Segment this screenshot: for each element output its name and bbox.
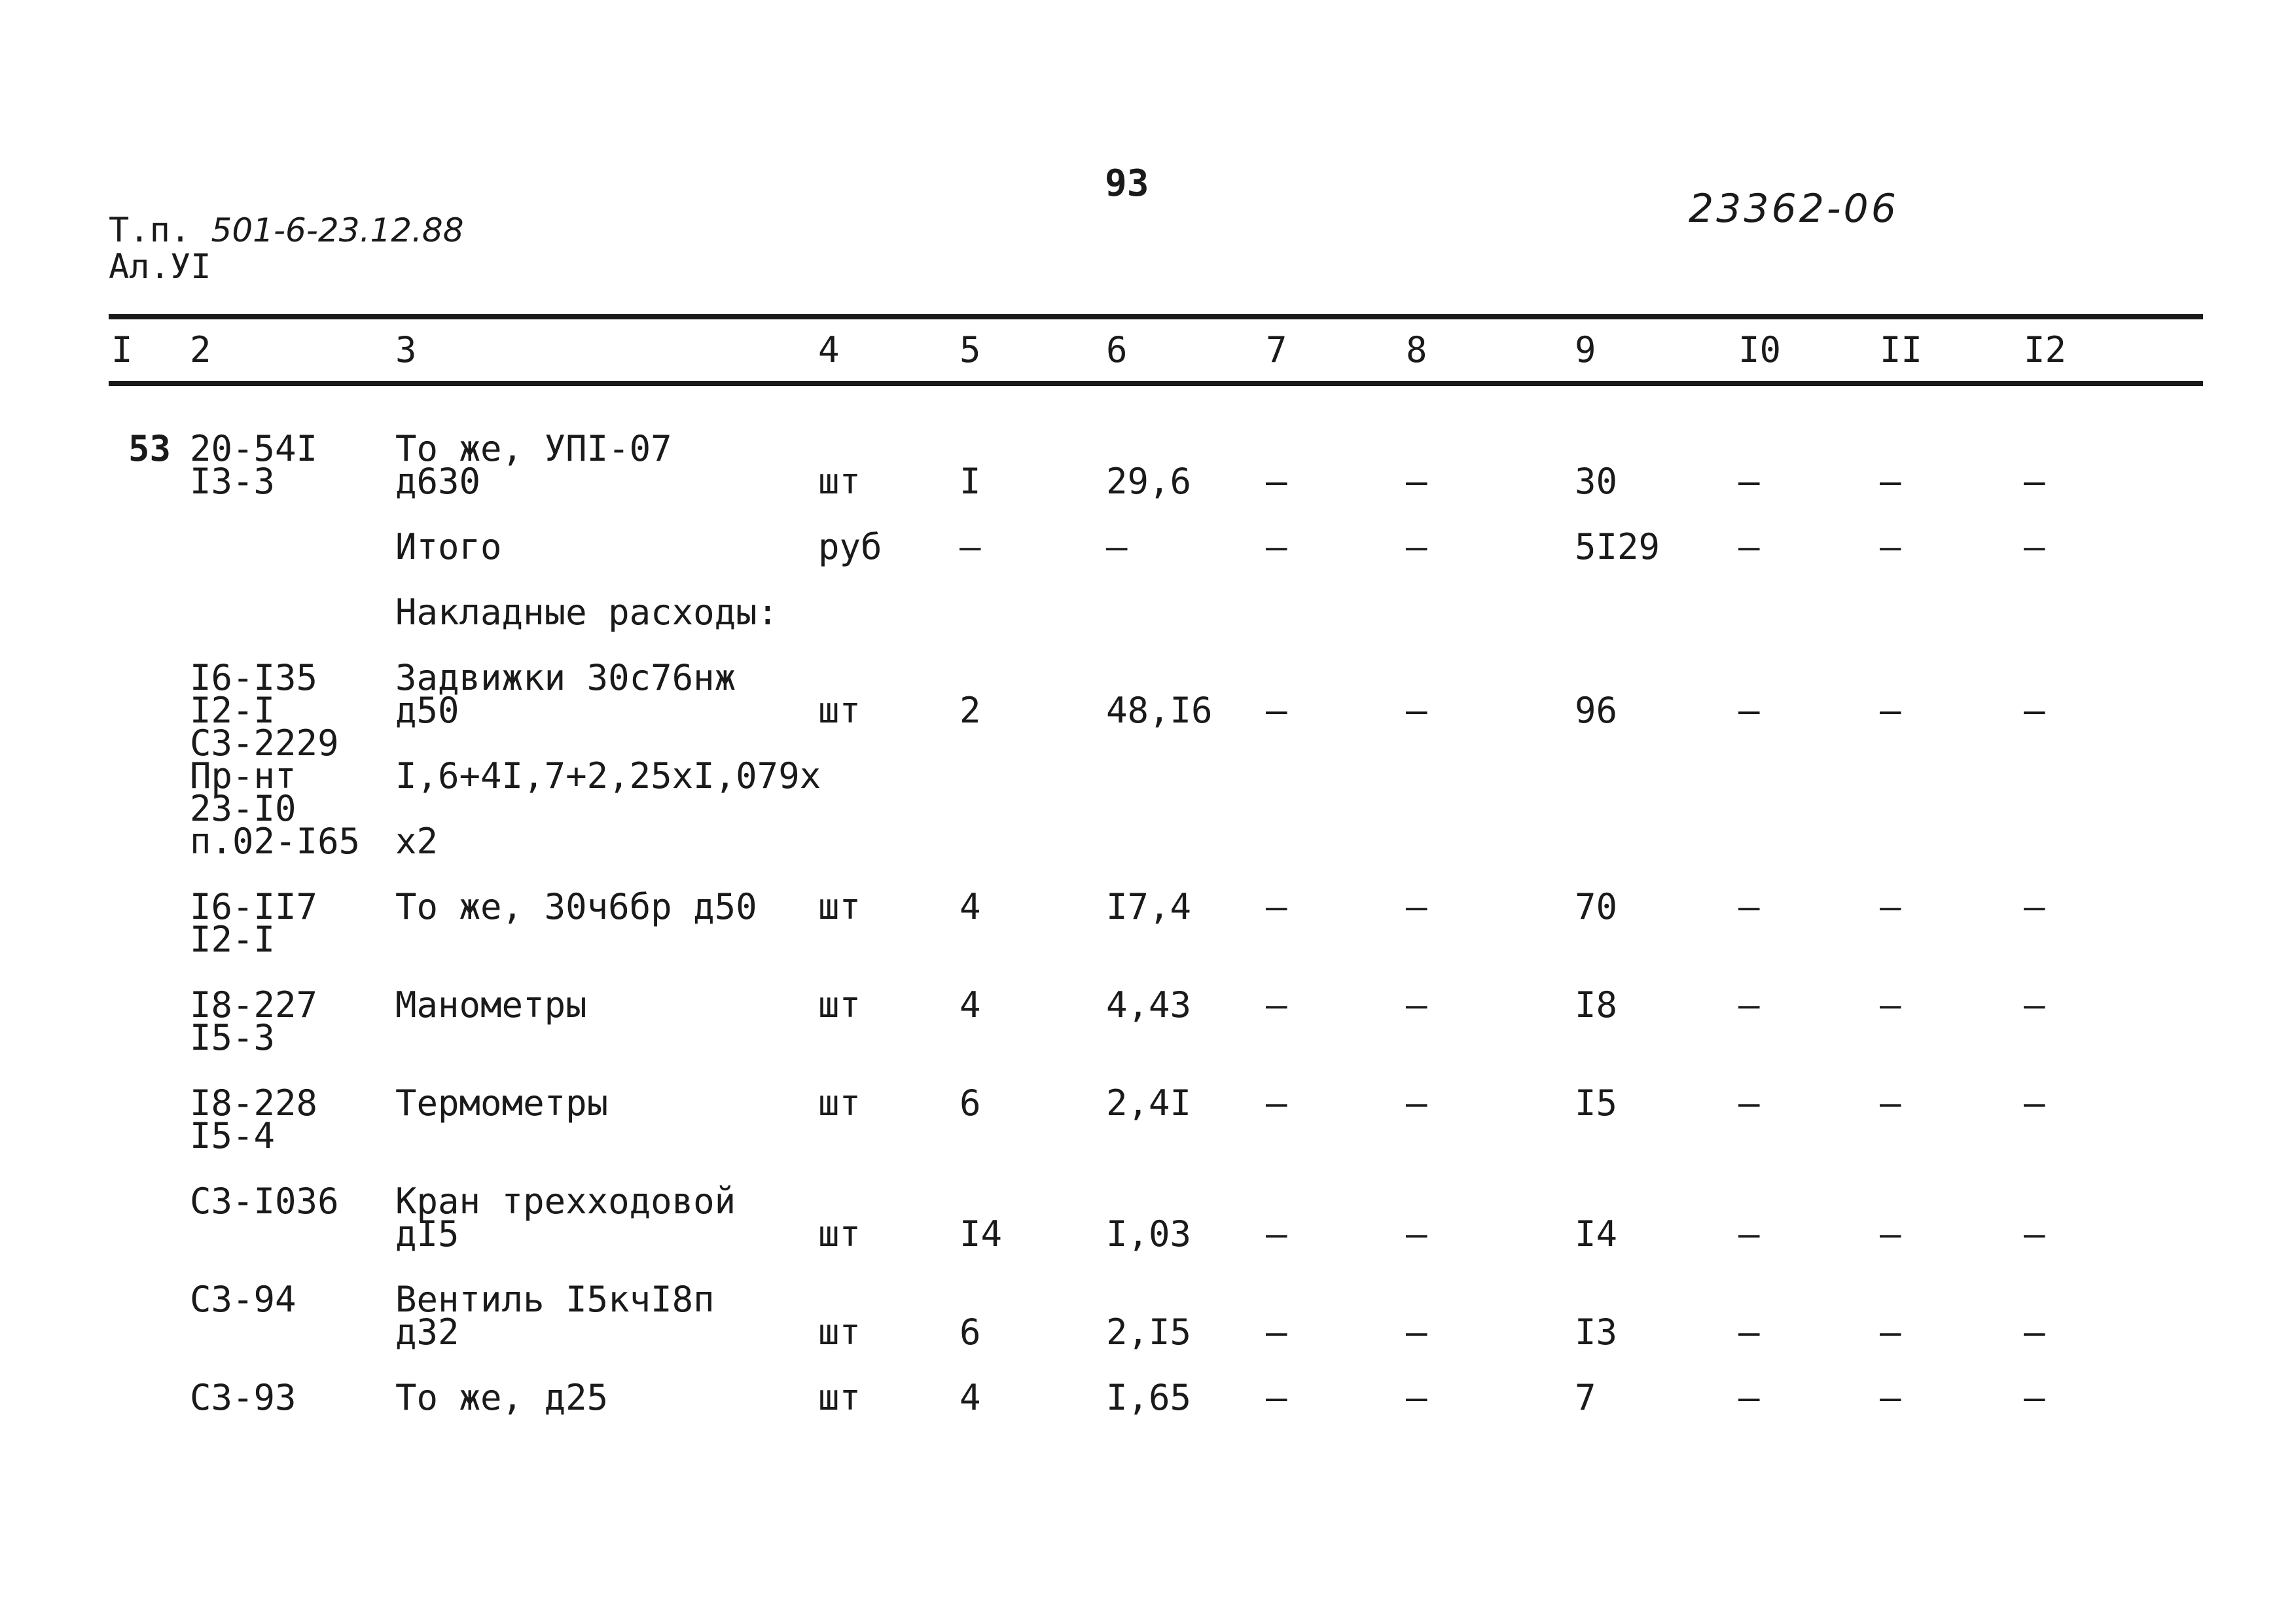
table-header-rule	[109, 381, 2203, 386]
item-name: д32	[395, 1311, 459, 1353]
col-header-1: I	[111, 329, 133, 370]
quantity: I	[960, 461, 981, 502]
unit: шт	[818, 1377, 861, 1418]
doc-prefix: Т.п.	[109, 211, 191, 250]
col-8-value: –	[1406, 1377, 1427, 1418]
quantity: 4	[960, 886, 981, 927]
col-7-value: –	[1266, 1082, 1287, 1124]
price-code: I6-II7	[190, 886, 318, 927]
total: I4	[1575, 1213, 1618, 1255]
col-8-value: –	[1406, 461, 1427, 502]
album-label: Ал.УI	[109, 247, 211, 287]
col-10-value: –	[1738, 1377, 1760, 1418]
total: 7	[1575, 1377, 1596, 1418]
price-code: I2-I	[190, 690, 276, 731]
quantity: 6	[960, 1082, 981, 1124]
col-11-value: –	[1880, 886, 1901, 927]
unit: шт	[818, 1311, 861, 1353]
total: 30	[1575, 461, 1618, 502]
price-code: С3-93	[190, 1377, 296, 1418]
col-12-value: –	[2024, 690, 2045, 731]
col-7-value: –	[1266, 1213, 1287, 1255]
col-10-value: –	[1738, 984, 1760, 1026]
total: 70	[1575, 886, 1618, 927]
page-number: 93	[1105, 162, 1149, 205]
col-7-value: –	[1266, 526, 1287, 567]
item-name: Задвижки 30с76нж	[395, 657, 736, 698]
col-10-value: –	[1738, 690, 1760, 731]
quantity: 4	[960, 984, 981, 1026]
col-8-value: –	[1406, 886, 1427, 927]
col-10-value: –	[1738, 886, 1760, 927]
price-code: С3-2229	[190, 722, 339, 764]
col-header-11: II	[1880, 329, 1923, 370]
calculation-formula: I,6+4I,7+2,25хI,079х	[395, 755, 821, 796]
unit-price: –	[1106, 526, 1128, 567]
col-8-value: –	[1406, 526, 1427, 567]
col-10-value: –	[1738, 1311, 1760, 1353]
price-code: I5-3	[190, 1017, 276, 1058]
col-11-value: –	[1880, 984, 1901, 1026]
price-code: п.02-I65	[190, 821, 361, 862]
price-code: I2-I	[190, 919, 276, 960]
col-8-value: –	[1406, 1082, 1427, 1124]
unit: шт	[818, 690, 861, 731]
total: I8	[1575, 984, 1618, 1026]
unit-price: 2,I5	[1106, 1311, 1192, 1353]
quantity: –	[960, 526, 981, 567]
col-11-value: –	[1880, 1311, 1901, 1353]
col-12-value: –	[2024, 1311, 2045, 1353]
item-name: Кран трехходовой	[395, 1181, 736, 1222]
col-10-value: –	[1738, 1213, 1760, 1255]
col-11-value: –	[1880, 690, 1901, 731]
total: I5	[1575, 1082, 1618, 1124]
price-code: I6-I35	[190, 657, 318, 698]
item-name: Итого	[395, 526, 502, 567]
price-code: С3-I036	[190, 1181, 339, 1222]
unit-price: 48,I6	[1106, 690, 1213, 731]
total: I3	[1575, 1311, 1618, 1353]
col-10-value: –	[1738, 526, 1760, 567]
quantity: 2	[960, 690, 981, 731]
unit: руб	[818, 526, 882, 567]
row-number: 53	[128, 428, 171, 469]
col-10-value: –	[1738, 461, 1760, 502]
item-name: То же, 30ч6бр д50	[395, 886, 757, 927]
table-top-rule	[109, 314, 2203, 319]
col-12-value: –	[2024, 886, 2045, 927]
unit: шт	[818, 461, 861, 502]
item-name: То же, д25	[395, 1377, 609, 1418]
col-8-value: –	[1406, 984, 1427, 1026]
col-header-5: 5	[960, 329, 981, 370]
quantity: 6	[960, 1311, 981, 1353]
document-reference	[109, 211, 464, 250]
item-name: дI5	[395, 1213, 459, 1255]
col-7-value: –	[1266, 886, 1287, 927]
col-8-value: –	[1406, 1213, 1427, 1255]
col-7-value: –	[1266, 1377, 1287, 1418]
unit: шт	[818, 1213, 861, 1255]
col-11-value: –	[1880, 461, 1901, 502]
price-code: I8-228	[190, 1082, 318, 1124]
item-name: д630	[395, 461, 481, 502]
col-header-10: I0	[1738, 329, 1782, 370]
col-header-12: I2	[2024, 329, 2067, 370]
price-code: С3-94	[190, 1279, 296, 1320]
col-7-value: –	[1266, 690, 1287, 731]
col-12-value: –	[2024, 1377, 2045, 1418]
unit: шт	[818, 1082, 861, 1124]
col-11-value: –	[1880, 1213, 1901, 1255]
item-name: Манометры	[395, 984, 587, 1026]
price-code: Пр-нт	[190, 755, 296, 796]
price-code: 20-54I	[190, 428, 318, 469]
col-header-2: 2	[190, 329, 211, 370]
item-name: Термометры	[395, 1082, 609, 1124]
col-12-value: –	[2024, 461, 2045, 502]
col-12-value: –	[2024, 1213, 2045, 1255]
col-10-value: –	[1738, 1082, 1760, 1124]
unit: шт	[818, 886, 861, 927]
unit-price: I,65	[1106, 1377, 1192, 1418]
price-code: 23-I0	[190, 788, 296, 829]
col-7-value: –	[1266, 1311, 1287, 1353]
unit-price: I,03	[1106, 1213, 1192, 1255]
item-name: Вентиль I5кчI8п	[395, 1279, 715, 1320]
unit-price: 2,4I	[1106, 1082, 1192, 1124]
col-header-7: 7	[1266, 329, 1287, 370]
unit-price: 29,6	[1106, 461, 1192, 502]
price-code: I3-3	[190, 461, 276, 502]
total: 5I29	[1575, 526, 1660, 567]
col-header-6: 6	[1106, 329, 1128, 370]
section-heading: Накладные расходы:	[395, 592, 779, 633]
col-12-value: –	[2024, 526, 2045, 567]
unit-price: 4,43	[1106, 984, 1192, 1026]
col-8-value: –	[1406, 690, 1427, 731]
col-7-value: –	[1266, 984, 1287, 1026]
price-code: I8-227	[190, 984, 318, 1026]
col-8-value: –	[1406, 1311, 1427, 1353]
col-12-value: –	[2024, 1082, 2045, 1124]
col-11-value: –	[1880, 1377, 1901, 1418]
quantity: I4	[960, 1213, 1003, 1255]
col-7-value: –	[1266, 461, 1287, 502]
col-12-value: –	[2024, 984, 2045, 1026]
total: 96	[1575, 690, 1618, 731]
col-header-3: 3	[395, 329, 417, 370]
price-code: I5-4	[190, 1115, 276, 1156]
doc-code: 23362-06	[1689, 186, 1899, 232]
col-11-value: –	[1880, 526, 1901, 567]
doc-number: 501-6-23.12.88	[211, 211, 464, 249]
calculation-formula: х2	[395, 821, 439, 862]
item-name: То же, УПI-07	[395, 428, 672, 469]
col-header-8: 8	[1406, 329, 1427, 370]
col-11-value: –	[1880, 1082, 1901, 1124]
unit-price: I7,4	[1106, 886, 1192, 927]
quantity: 4	[960, 1377, 981, 1418]
col-header-4: 4	[818, 329, 840, 370]
unit: шт	[818, 984, 861, 1026]
item-name: д50	[395, 690, 459, 731]
col-header-9: 9	[1575, 329, 1596, 370]
